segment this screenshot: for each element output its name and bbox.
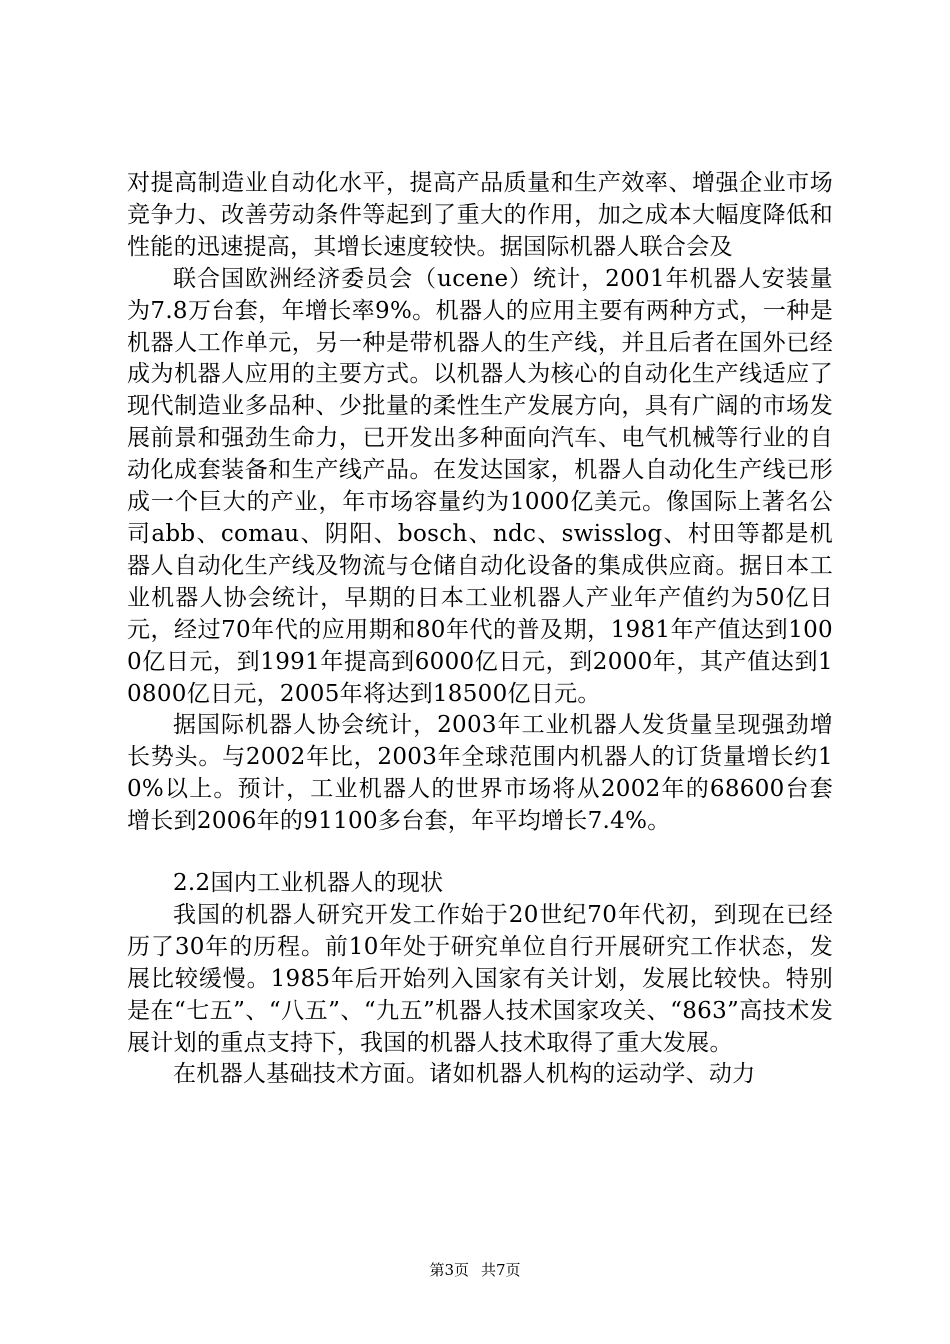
paragraph-domestic-history: 我国的机器人研究开发工作始于20世纪70年代初，到现在已经历了30年的历程。前10年处于研究单位自行开展研究工作状态，发展比较缓慢。1985年后开始列入国家有关计划，发展比较快。特别是在“七五”、“八五”、“九五”机器人技术国家攻关、“863”高技术发展计划的重点支持下，我国的机器人技术取得了重大发展。 — [127, 901, 833, 1056]
paragraph-ucene-statistics: 联合国欧洲经济委员会（ucene）统计，2001年机器人安装量为7.8万台套，年增长率9%。机器人的应用主要有两种方式，一种是机器人工作单元，另一种是带机器人的生产线，并且后者在国外已经成为机器人应用的主要方式。以机器人为核心的自动化生产线适应了现代制造业多品种、少批量的柔性生产发展方向，具有广阔的市场发展前景和强劲生命力，已开发出多种面向汽车、电气机械等行业的自动化成套装备和生产线产品。在发达国家，机器人自动化生产线已形成一个巨大的产业，年市场容量约为1000亿美元。像国际上著名公司abb、comau、阴阳、bosch、ndc、swisslog、村田等都是机器人自动化生产线及物流与仓储自动化设备的集成供应商。据日本工业机器人协会统计，早期的日本工业机器人产业年产值约为50亿日元，经过70年代的应用期和80年代的普及期，1981年产值达到1000亿日元，到1991年提高到6000亿日元，到2000年，其产值达到10800亿日元，2005年将达到18500亿日元。 — [127, 265, 833, 707]
paragraph-basic-technology: 在机器人基础技术方面。诸如机器人机构的运动学、动力 — [173, 1061, 756, 1088]
paragraph-intro: 对提高制造业自动化水平，提高产品质量和生产效率、增强企业市场竞争力、改善劳动条件等起到了重大的作用，加之成本大幅度降低和性能的迅速提高，其增长速度较快。据国际机器人联合会及 — [127, 170, 833, 260]
paragraph-ifr-statistics: 据国际机器人协会统计，2003年工业机器人发货量呈现强劲增长势头。与2002年比，2003年全球范围内机器人的订货量增长约10%以上。预计，工业机器人的世界市场将从2002年的68600台套增长到2006年的91100多台套，年平均增长7.4%。 — [127, 712, 833, 835]
page-footer — [0, 1260, 950, 1280]
section-heading: 2.2国内工业机器人的现状 — [173, 870, 444, 897]
page-total: 共7页 — [481, 1261, 521, 1279]
page-number: 第3页 — [429, 1261, 469, 1279]
document-body — [127, 168, 833, 1091]
